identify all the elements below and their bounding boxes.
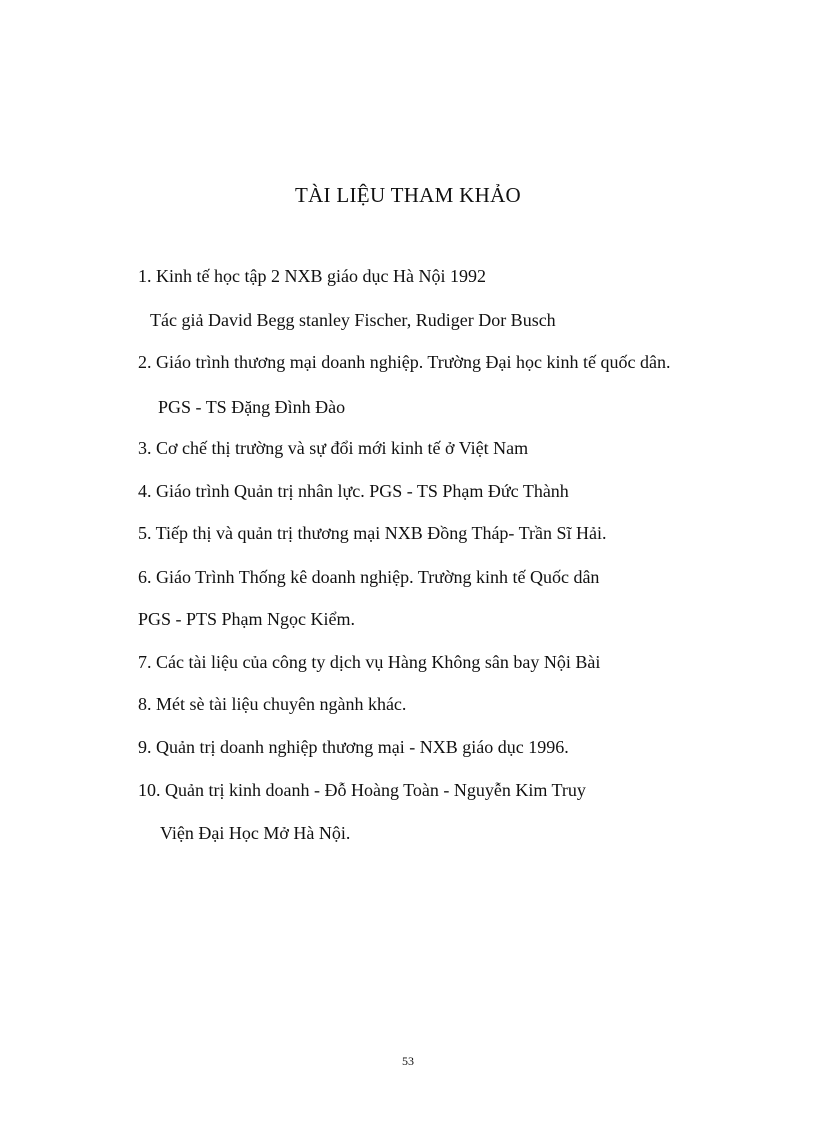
reference-item-9: 9. Quản trị doanh nghiệp thương mại - NXB giáo dục 1996. [138,737,569,757]
reference-item-2: 2. Giáo trình thương mại doanh nghiệp. Trường Đại học kinh tế quốc dân. [138,352,671,372]
reference-item-4: 4. Giáo trình Quản trị nhân lực. PGS - TS Phạm Đức Thành [138,481,569,501]
reference-item-6: 6. Giáo Trình Thống kê doanh nghiệp. Trường kinh tế Quốc dân [138,567,600,587]
page-title: TÀI LIỆU THAM KHẢO [294,183,522,207]
reference-item-1: 1. Kinh tế học tập 2 NXB giáo dục Hà Nội 1992 [138,266,486,286]
reference-item-6-author: PGS - PTS Phạm Ngọc Kiểm. [138,609,356,629]
reference-item-3: 3. Cơ chế thị trường và sự đổi mới kinh tế ở Việt Nam [138,438,529,458]
reference-item-10: 10. Quản trị kinh doanh - Đỗ Hoàng Toàn - Nguyễn Kim Truy [138,780,586,800]
reference-item-1-author: Tác giả David Begg stanley Fischer, Rudiger Dor Busch [150,310,556,330]
reference-item-8: 8. Mét sè tài liệu chuyên ngành khác. [138,694,407,714]
page-number: 53 [402,1054,414,1068]
reference-item-2-author: PGS - TS Đặng Đình Đào [158,397,346,417]
reference-item-7: 7. Các tài liệu của công ty dịch vụ Hàng Không sân bay Nội Bài [138,652,601,672]
reference-item-10-publisher: Viện Đại Học Mở Hà Nội. [160,823,351,843]
reference-item-5: 5. Tiếp thị và quản trị thương mại NXB Đồng Tháp- Trần Sĩ Hải. [138,523,607,543]
